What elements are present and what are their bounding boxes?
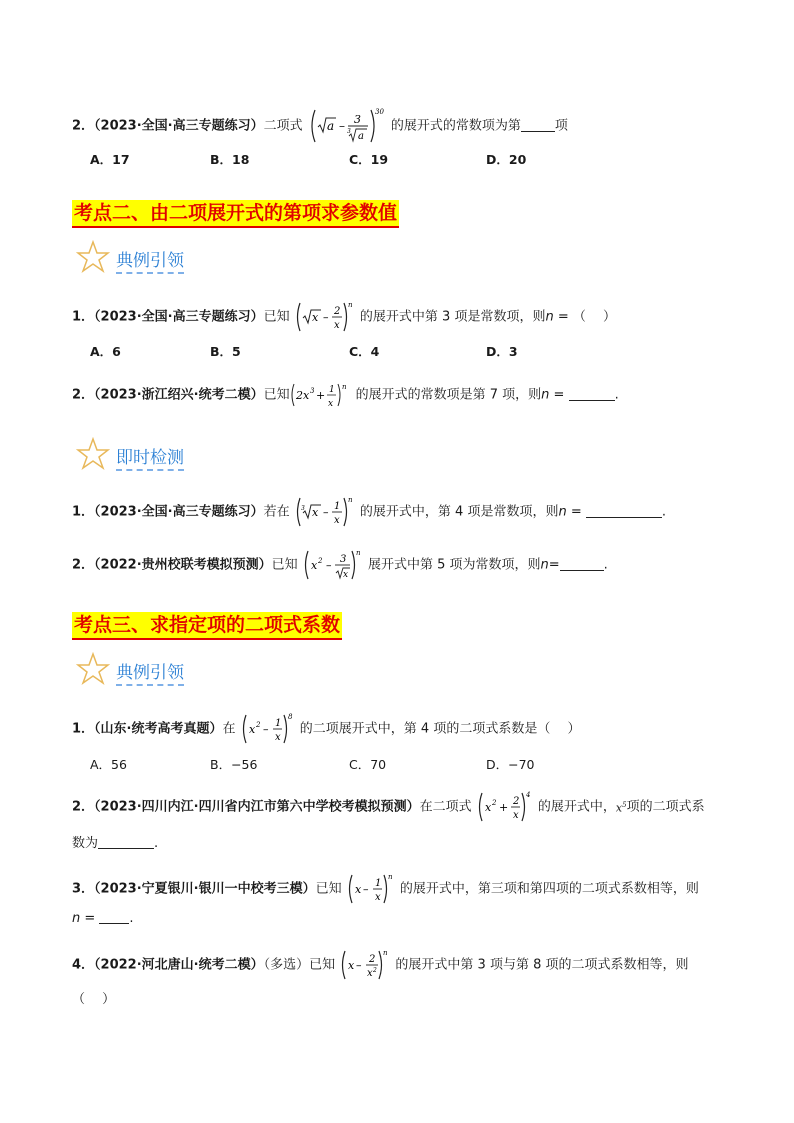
question-s3-example-2-line2	[72, 834, 158, 854]
question-text: =	[566, 504, 586, 520]
question-source: （2023·宁夏银川·银川一中校考三模）	[94, 881, 316, 897]
svg-text:2: 2	[512, 796, 520, 807]
svg-text:8: 8	[287, 713, 293, 721]
answer-blank[interactable]	[521, 117, 555, 132]
question-text: .	[614, 387, 619, 403]
question-source: （2023·全国·高三专题练习）	[94, 118, 264, 134]
svg-text:x: x	[248, 723, 255, 736]
question-text: = （ ）	[553, 309, 616, 325]
option-b[interactable]: B．5	[210, 344, 241, 359]
question-number: 1．	[72, 309, 95, 325]
svg-text:3: 3	[346, 128, 351, 135]
question-text: .	[129, 911, 134, 926]
question-number: 3．	[72, 881, 95, 897]
question-text: 已知	[271, 557, 298, 573]
option-b[interactable]: B．−56	[210, 757, 258, 772]
svg-text:n: n	[347, 301, 353, 309]
question-text: 的展开式中第 3 项与第 8 项的二项式系数相等，则	[395, 957, 689, 973]
svg-text:–: –	[322, 506, 329, 519]
question-text: 项的二项式系	[626, 799, 705, 815]
svg-text:2: 2	[295, 389, 303, 402]
formula-cbrt-x-minus-1-over-x	[294, 495, 356, 529]
svg-text:–: –	[322, 311, 329, 324]
formula-x2-minus-1-over-x-power-8	[240, 712, 296, 746]
answer-blank[interactable]	[98, 834, 154, 849]
svg-text:x: x	[327, 399, 333, 409]
svg-text:a: a	[326, 119, 334, 133]
svg-text:1: 1	[333, 501, 341, 512]
svg-text:n: n	[355, 549, 361, 557]
question-number: 1．	[72, 504, 95, 520]
question-text: 的二项展开式中，第 4 项的二项式系数是（ ）	[299, 721, 581, 737]
svg-text:1: 1	[328, 385, 335, 395]
question-text: 若在	[263, 504, 290, 520]
question-text: 的展开式中第 3 项是常数项，则	[359, 309, 546, 325]
question-number: 2．	[72, 799, 95, 815]
subheading-label: 典例引领	[116, 246, 184, 274]
question-text: .	[154, 836, 159, 851]
question-s2-check-2	[72, 548, 608, 582]
svg-text:x: x	[374, 892, 381, 903]
formula-sqrt-a-minus-3-over-cbrt-a	[307, 106, 387, 146]
variable: n	[558, 504, 567, 520]
question-s2-check-1	[72, 495, 666, 529]
question-s3-example-4-line2	[72, 990, 115, 1010]
svg-text:1: 1	[274, 718, 282, 729]
variable: n	[541, 387, 550, 403]
option-c[interactable]: C．4	[349, 344, 380, 359]
svg-text:2: 2	[255, 721, 261, 729]
svg-text:+: +	[315, 389, 325, 402]
question-s3-example-2	[72, 790, 705, 824]
svg-text:x: x	[274, 732, 281, 743]
svg-text:30: 30	[374, 108, 384, 116]
question-s3-example-1	[72, 712, 580, 746]
option-d[interactable]: D．3	[486, 344, 518, 359]
question-number: 4．	[72, 957, 95, 973]
question-source: （2023·浙江绍兴·统考二模）	[94, 387, 264, 403]
svg-text:–: –	[356, 959, 362, 972]
formula-x5: $x^5$	[615, 801, 627, 815]
question-s2-example-1	[72, 300, 616, 334]
subheading-label: 典例引领	[116, 658, 184, 686]
option-a[interactable]: A．56	[90, 757, 127, 772]
formula-2x3-plus-1-over-x	[290, 380, 356, 410]
question-s3-example-3	[72, 872, 699, 906]
svg-text:x: x	[354, 883, 361, 896]
question-number: 2．	[72, 557, 95, 573]
answer-blank[interactable]	[99, 909, 129, 924]
question-number: 2．	[72, 118, 95, 134]
svg-text:3: 3	[339, 554, 347, 565]
question-text: 在二项式	[419, 799, 472, 815]
svg-text:a: a	[357, 131, 364, 142]
question-source: （2023·四川内江·四川省内江市第六中学校考模拟预测）	[94, 799, 420, 815]
svg-text:–: –	[325, 559, 332, 572]
section-title: 考点二、由二项展开式的第项求参数值	[72, 200, 399, 228]
svg-text:2: 2	[369, 954, 376, 965]
question-s3-example-4	[72, 948, 688, 982]
question-number: 2．	[72, 387, 95, 403]
question-text: 的展开式中，第三项和第四项的二项式系数相等，则	[399, 881, 699, 897]
question-text: 的展开式的常数项是第 7 项，则	[355, 387, 542, 403]
svg-text:–: –	[262, 723, 269, 736]
svg-text:x: x	[311, 311, 318, 324]
svg-text:3: 3	[309, 387, 315, 395]
svg-text:+: +	[498, 801, 508, 814]
option-d[interactable]: D．−70	[486, 757, 535, 772]
option-a[interactable]: A．6	[90, 344, 121, 359]
question-text: 数为	[72, 836, 99, 851]
question-text: =	[549, 387, 569, 403]
star-icon	[76, 240, 110, 274]
formula-x-minus-1-over-x-power-n	[346, 872, 396, 906]
question-text: 二项式	[263, 118, 303, 134]
question-text: （多选）已知	[263, 957, 336, 973]
question-source: （2022·贵州校联考模拟预测）	[94, 557, 272, 573]
svg-text:n: n	[383, 949, 388, 957]
svg-text:3: 3	[353, 113, 361, 126]
option-a[interactable]: A．17	[90, 152, 130, 167]
star-icon	[76, 437, 110, 471]
question-text: 的展开式中，	[537, 799, 616, 815]
svg-text:x: x	[348, 959, 355, 972]
svg-text:–: –	[362, 883, 369, 896]
star-icon	[76, 652, 110, 686]
question-source: （2022·河北唐山·统考二模）	[94, 957, 264, 973]
svg-text:x: x	[302, 389, 309, 402]
svg-text:2: 2	[373, 967, 378, 974]
svg-text:x: x	[310, 559, 318, 572]
variable: n	[540, 557, 549, 573]
question-text: （ ）	[72, 992, 116, 1007]
svg-text:4: 4	[525, 791, 531, 799]
formula-sqrt-x-minus-2-over-x	[294, 300, 356, 334]
svg-text:x: x	[367, 968, 373, 979]
question-text: 已知	[315, 881, 342, 897]
svg-text:x: x	[311, 506, 318, 519]
svg-text:x: x	[512, 810, 519, 821]
formula-x-minus-2-over-x2-power-n	[339, 948, 391, 982]
formula-x2-plus-2-over-x-power-4	[476, 790, 534, 824]
question-text: .	[661, 504, 667, 520]
svg-text:2: 2	[317, 557, 323, 565]
question-s2-example-2	[72, 380, 619, 410]
svg-text:1: 1	[374, 878, 382, 889]
formula-x2-minus-3-over-sqrt-x	[302, 548, 364, 582]
svg-text:2: 2	[491, 799, 497, 807]
question-text: =	[548, 557, 560, 573]
question-text: =	[80, 911, 100, 926]
question-text: 展开式中第 5 项为常数项，则	[367, 557, 541, 573]
section-title: 考点三、求指定项的二项式系数	[72, 612, 342, 640]
svg-text:x: x	[333, 515, 340, 526]
question-text: 项	[554, 118, 568, 134]
option-d[interactable]: D．20	[486, 152, 527, 167]
question-text: 在	[222, 721, 236, 737]
svg-text:x: x	[342, 570, 348, 580]
option-b[interactable]: B．18	[210, 152, 250, 167]
answer-blank[interactable]	[569, 386, 615, 401]
svg-text:–: –	[338, 119, 345, 133]
option-c[interactable]: C．70	[349, 757, 387, 772]
question-source: （2023·全国·高三专题练习）	[94, 504, 264, 520]
answer-blank[interactable]	[560, 556, 604, 571]
question-top-2	[72, 106, 568, 146]
svg-text:x: x	[333, 320, 340, 331]
svg-text:x: x	[484, 801, 491, 814]
svg-text:n: n	[387, 873, 393, 881]
svg-text:n: n	[347, 496, 353, 504]
question-number: 1．	[72, 721, 95, 737]
variable: n	[72, 911, 81, 926]
question-source: （2023·全国·高三专题练习）	[94, 309, 264, 325]
question-text: .	[603, 557, 608, 573]
question-text: 的展开式的常数项为第	[390, 118, 521, 134]
answer-blank[interactable]	[586, 503, 662, 518]
question-text: 的展开式中，第 4 项是常数项，则	[359, 504, 559, 520]
svg-text:n: n	[341, 383, 347, 391]
question-text: 已知	[263, 387, 290, 403]
question-text: 已知	[263, 309, 290, 325]
subheading-label: 即时检测	[116, 443, 184, 471]
variable: n	[545, 309, 554, 325]
option-c[interactable]: C．19	[349, 152, 389, 167]
svg-text:2: 2	[333, 306, 341, 317]
svg-text:3: 3	[300, 505, 305, 512]
question-s3-example-3-line2	[72, 909, 134, 929]
question-source: （山东·统考高考真题）	[94, 721, 223, 737]
